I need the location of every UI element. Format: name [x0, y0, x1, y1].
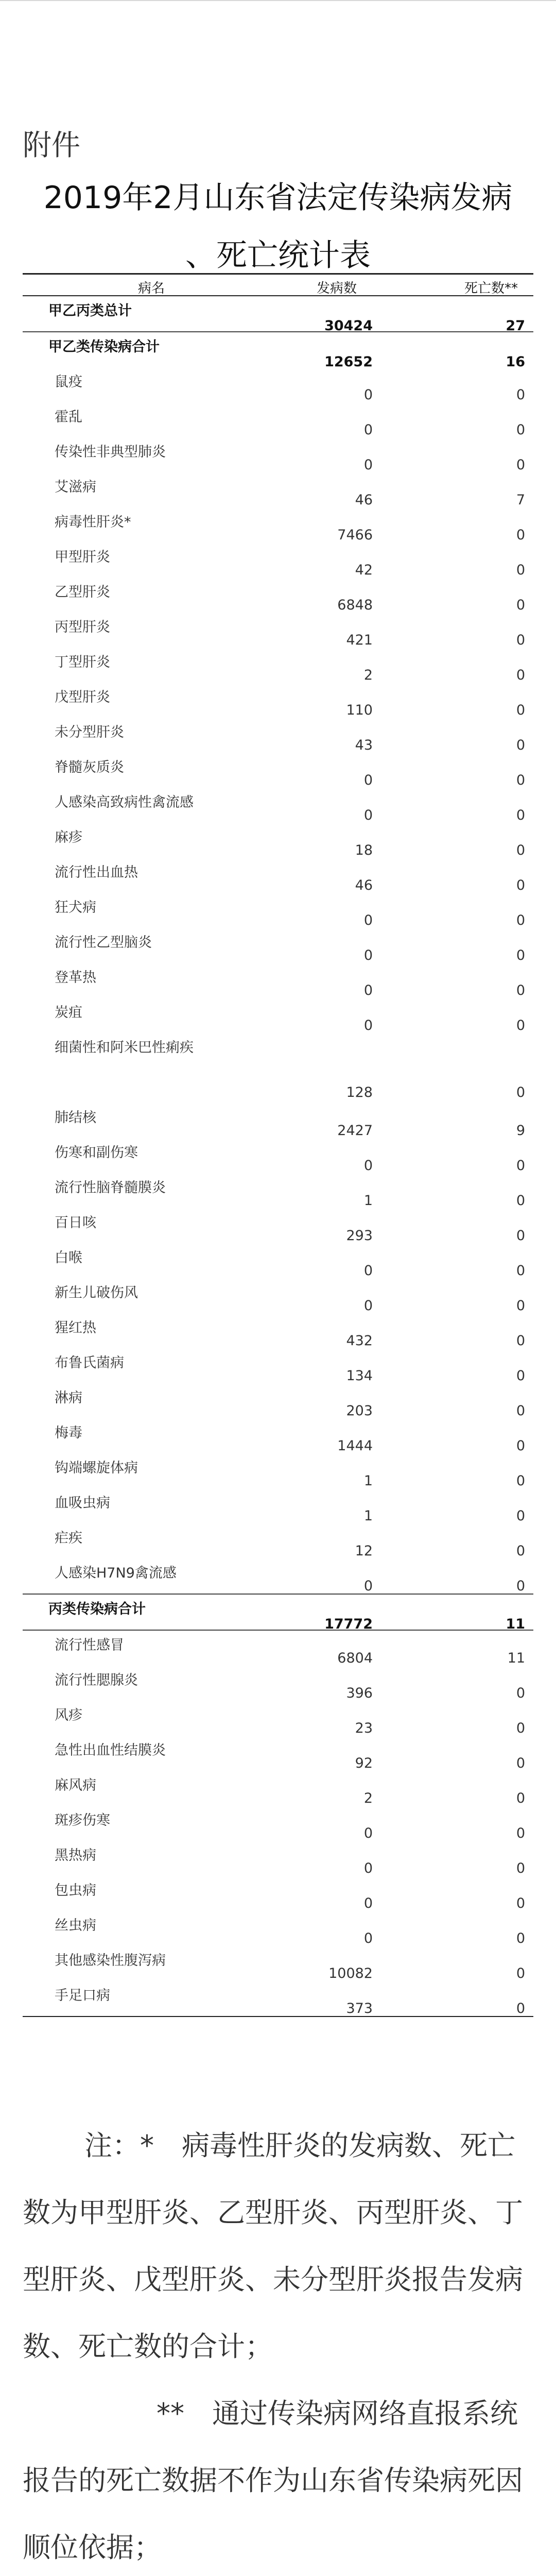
disease-name: 包虫病: [55, 1883, 96, 1899]
disease-name: 新生儿破伤风: [55, 1285, 138, 1301]
death-count: 0: [516, 1755, 525, 1771]
disease-name: 传染性非典型肺炎: [55, 444, 166, 460]
table-subtotal-row: [23, 332, 533, 370]
death-count: 0: [516, 527, 525, 543]
case-count: 2: [363, 1790, 373, 1806]
attachment-label: 附件: [23, 129, 80, 162]
table-row: [23, 1243, 533, 1278]
disease-name: 猩红热: [55, 1320, 96, 1336]
case-count: 0: [363, 912, 373, 928]
table-row: [23, 928, 533, 963]
case-count: 18: [355, 842, 373, 858]
column-header-deaths: 死亡数**: [464, 281, 518, 296]
table-row: [23, 963, 533, 998]
death-count: 0: [516, 1084, 525, 1100]
disease-name: 疟疾: [55, 1530, 82, 1546]
death-count: 0: [516, 1720, 525, 1736]
death-count: 0: [516, 1508, 525, 1524]
case-count: 6848: [337, 597, 373, 613]
disease-name: 炭疽: [55, 1005, 82, 1021]
case-count: 128: [346, 1084, 373, 1100]
death-count: 7: [516, 492, 525, 508]
case-count: 0: [363, 1018, 373, 1033]
table-row: [23, 1278, 533, 1313]
footnote-deaths: ** 通过传染病网络直报系统报告的死亡数据不作为山东省传染病死因顺位依据；: [23, 2397, 523, 2564]
page-title: 2019年2月山东省法定传染病发病: [43, 180, 513, 216]
table-row: [23, 543, 533, 578]
death-count: 0: [516, 632, 525, 648]
disease-name: 未分型肝炎: [55, 724, 124, 740]
disease-name: 脊髓灰质炎: [55, 759, 124, 775]
death-count: 0: [516, 1473, 525, 1489]
death-count: 11: [506, 1616, 525, 1632]
table-row: [23, 893, 533, 928]
case-count: 92: [355, 1755, 373, 1771]
death-count: 0: [516, 1368, 525, 1384]
death-count: 0: [516, 877, 525, 893]
disease-name: 斑疹伤寒: [55, 1812, 110, 1828]
disease-name: 狂犬病: [55, 900, 96, 916]
table-row: [23, 998, 533, 1033]
table-row: [23, 472, 533, 507]
disease-name: 登革热: [55, 970, 96, 986]
death-count: 0: [516, 1578, 525, 1594]
death-count: 0: [516, 1158, 525, 1174]
table-row: [23, 683, 533, 718]
table-row: [23, 1488, 533, 1523]
table-row: [23, 718, 533, 753]
case-count: 1: [363, 1508, 373, 1524]
disease-name: 细菌性和阿米巴性痢疾: [55, 1040, 194, 1056]
case-count: 0: [363, 1860, 373, 1876]
disease-name: 淋病: [55, 1390, 82, 1406]
table-row: [23, 1876, 533, 1911]
case-count: 0: [363, 1895, 373, 1911]
case-count: 0: [363, 422, 373, 438]
disease-name: 流行性感冒: [55, 1637, 124, 1653]
table-row: [23, 1946, 533, 1981]
case-count: 2: [363, 667, 373, 683]
case-count: 0: [363, 457, 373, 473]
death-count: 0: [516, 422, 525, 438]
death-count: 0: [516, 387, 525, 403]
case-count: 0: [363, 947, 373, 963]
death-count: 16: [506, 354, 525, 370]
death-count: 0: [516, 1228, 525, 1244]
death-count: 0: [516, 1263, 525, 1279]
table-row: [23, 1173, 533, 1208]
case-count: 23: [355, 1720, 373, 1736]
case-count: 1: [363, 1473, 373, 1489]
case-count: 432: [346, 1333, 373, 1349]
table-row: [23, 788, 533, 823]
disease-name: 风疹: [55, 1707, 82, 1723]
column-header-cases: 发病数: [316, 281, 357, 296]
disease-name: 病毒性肝炎*: [55, 514, 131, 530]
table-row: [23, 1981, 533, 2016]
death-count: 11: [507, 1650, 525, 1666]
case-count: 46: [355, 492, 373, 508]
death-count: 0: [516, 807, 525, 823]
case-count: 7466: [337, 527, 373, 543]
death-count: 27: [506, 318, 525, 334]
table-row: [23, 1348, 533, 1383]
table-row: [23, 1558, 533, 1594]
disease-name: 白喉: [55, 1250, 82, 1266]
disease-name: 人感染H7N9禽流感: [55, 1565, 177, 1581]
disease-name: 甲型肝炎: [55, 549, 110, 565]
disease-name: 肺结核: [55, 1110, 96, 1126]
case-count: 46: [355, 877, 373, 893]
table-row: [23, 402, 533, 437]
disease-name: 手足口病: [55, 1988, 110, 2004]
case-count: 0: [363, 1298, 373, 1314]
case-count: 12: [355, 1543, 373, 1559]
footnote-hepatitis: 注：* 病毒性肝炎的发病数、死亡数为甲型肝炎、乙型肝炎、丙型肝炎、丁型肝炎、戊型肝炎、未分型肝炎报告发病数、死亡数的合计；: [23, 2129, 523, 2363]
disease-name: 其他感染性腹泻病: [55, 1953, 166, 1969]
death-count: 0: [516, 2001, 525, 2016]
disease-name: 乙型肝炎: [55, 584, 110, 600]
death-count: 0: [516, 1193, 525, 1209]
disease-name: 鼠疫: [55, 374, 82, 390]
disease-name: 丁型肝炎: [55, 654, 110, 670]
case-count: 0: [363, 982, 373, 998]
death-count: 0: [516, 1403, 525, 1419]
case-count: 10082: [328, 1965, 373, 1981]
table-row: [23, 1033, 533, 1103]
disease-name: 丙类传染病合计: [48, 1601, 146, 1617]
disease-name: 艾滋病: [55, 479, 96, 495]
disease-name: 麻疹: [55, 829, 82, 845]
case-count: 134: [346, 1368, 373, 1384]
table-row: [23, 823, 533, 858]
death-count: 0: [516, 1860, 525, 1876]
disease-name: 钩端螺旋体病: [55, 1460, 138, 1476]
disease-name: 丝虫病: [55, 1918, 96, 1934]
table-row: [23, 1138, 533, 1173]
disease-name: 麻风病: [55, 1777, 96, 1793]
table-row: [23, 1453, 533, 1488]
table-row: [23, 1383, 533, 1418]
disease-name: 血吸虫病: [55, 1495, 110, 1511]
table-row: [23, 1523, 533, 1558]
case-count: 17772: [324, 1616, 373, 1632]
table-row: [23, 1208, 533, 1243]
table-body: [23, 296, 533, 2016]
table-row: [23, 1806, 533, 1841]
death-count: 0: [516, 947, 525, 963]
death-count: 0: [516, 702, 525, 718]
statistics-table: [23, 273, 533, 2017]
disease-name: 急性出血性结膜炎: [55, 1742, 166, 1758]
case-count: 293: [346, 1228, 373, 1244]
disease-name: 黑热病: [55, 1848, 96, 1863]
case-count: 0: [363, 807, 373, 823]
death-count: 0: [516, 772, 525, 788]
case-count: 0: [363, 772, 373, 788]
table-row: [23, 1841, 533, 1876]
case-count: 0: [363, 1263, 373, 1279]
case-count: 6804: [337, 1650, 373, 1666]
case-count: 373: [346, 2001, 373, 2016]
table-row: [23, 753, 533, 788]
death-count: 0: [516, 457, 525, 473]
death-count: 0: [516, 1298, 525, 1314]
death-count: 0: [516, 982, 525, 998]
case-count: 0: [363, 1825, 373, 1841]
disease-name: 梅毒: [55, 1425, 82, 1441]
case-count: 0: [363, 387, 373, 403]
case-count: 203: [346, 1403, 373, 1419]
death-count: 0: [516, 1543, 525, 1559]
table-subtotal-row: [23, 1595, 533, 1630]
death-count: 0: [516, 1018, 525, 1033]
death-count: 0: [516, 842, 525, 858]
case-count: 30424: [324, 318, 373, 334]
table-row: [23, 1736, 533, 1771]
table-row: [23, 648, 533, 683]
case-count: 2427: [337, 1123, 373, 1139]
table-row: [23, 858, 533, 893]
death-count: 0: [516, 1333, 525, 1349]
case-count: 1444: [337, 1438, 373, 1454]
table-row: [23, 578, 533, 613]
disease-name: 戊型肝炎: [55, 689, 110, 705]
death-count: 0: [516, 597, 525, 613]
table-row: [23, 1771, 533, 1806]
case-count: 42: [355, 562, 373, 578]
top-divider: [0, 0, 556, 1]
case-count: 396: [346, 1685, 373, 1701]
disease-name: 百日咳: [55, 1215, 96, 1231]
table-header: [23, 275, 533, 295]
case-count: 0: [363, 1578, 373, 1594]
table-row: [23, 1103, 533, 1138]
disease-name: 霍乱: [55, 409, 82, 425]
death-count: 0: [516, 912, 525, 928]
disease-name: 甲乙丙类总计: [48, 303, 132, 319]
disease-name: 流行性腮腺炎: [55, 1672, 138, 1688]
death-count: 9: [516, 1123, 525, 1139]
page-title-continued: 、死亡统计表: [185, 238, 371, 274]
disease-name: 人感染高致病性禽流感: [55, 794, 194, 810]
column-header-disease: 病名: [137, 281, 165, 296]
death-count: 0: [516, 737, 525, 753]
table-row: [23, 367, 533, 402]
footnotes: [23, 2112, 532, 2576]
death-count: 0: [516, 1438, 525, 1454]
disease-name: 甲乙类传染病合计: [48, 339, 160, 355]
table-subtotal-row: [23, 296, 533, 334]
case-count: 0: [363, 1158, 373, 1174]
table-row: [23, 613, 533, 648]
disease-name: 流行性出血热: [55, 865, 138, 880]
case-count: 0: [363, 1930, 373, 1946]
death-count: 0: [516, 667, 525, 683]
death-count: 0: [516, 1790, 525, 1806]
disease-name: 伤寒和副伤寒: [55, 1145, 138, 1161]
case-count: 12652: [324, 354, 373, 370]
case-count: 43: [355, 737, 373, 753]
table-row: [23, 1911, 533, 1946]
disease-name: 丙型肝炎: [55, 619, 110, 635]
table-row: [23, 1631, 533, 1666]
death-count: 0: [516, 1895, 525, 1911]
table-row: [23, 1313, 533, 1348]
table-row: [23, 1418, 533, 1453]
death-count: 0: [516, 1965, 525, 1981]
table-bottom-rule: [23, 2016, 533, 2017]
case-count: 421: [346, 632, 373, 648]
death-count: 0: [516, 1825, 525, 1841]
death-count: 0: [516, 1685, 525, 1701]
table-row: [23, 507, 533, 543]
case-count: 1: [363, 1193, 373, 1209]
table-row: [23, 1666, 533, 1701]
disease-name: 流行性乙型脑炎: [55, 935, 152, 951]
case-count: 110: [346, 702, 373, 718]
death-count: 0: [516, 1930, 525, 1946]
table-row: [23, 437, 533, 472]
table-row: [23, 1701, 533, 1736]
disease-name: 布鲁氏菌病: [55, 1355, 124, 1371]
disease-name: 流行性脑脊髓膜炎: [55, 1180, 166, 1196]
death-count: 0: [516, 562, 525, 578]
